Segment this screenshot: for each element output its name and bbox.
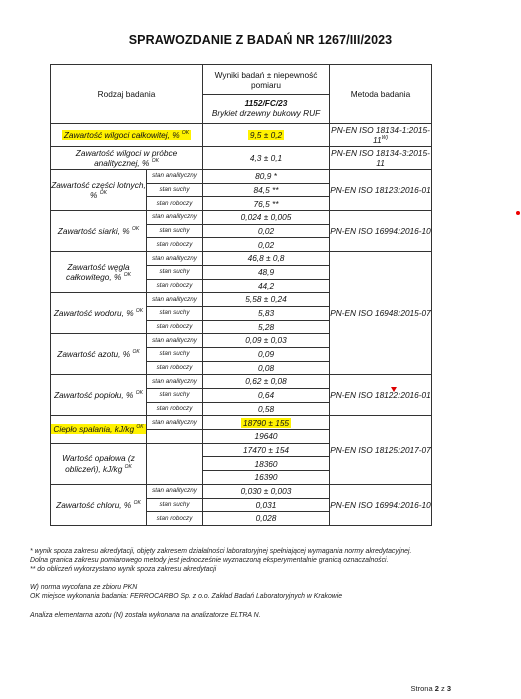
table-row [51, 124, 432, 147]
sup-mark: OK [133, 499, 141, 506]
value-cell: 0,031 [203, 498, 330, 512]
test-name-cell [51, 124, 203, 147]
value-cell: 48,9 [203, 265, 330, 279]
condition-label: stan analityczny [147, 484, 203, 498]
condition-label: stan roboczy [147, 320, 203, 334]
table-row [51, 252, 432, 266]
sup-mark: OK [135, 308, 144, 315]
table-row [51, 484, 432, 498]
value-cell: 17470 ± 154 [203, 443, 330, 457]
method-cell: PN-EN ISO 18134-3:2015-11 [331, 147, 430, 168]
value-cell: 5,28 [203, 320, 330, 334]
sup-mark: OK [124, 464, 132, 471]
table-row [51, 211, 432, 225]
page-sep: z [440, 684, 445, 693]
condition-label: stan roboczy [147, 361, 203, 375]
page-number [411, 684, 451, 693]
header-results [203, 65, 330, 124]
test-name: Zawartość popiołu, % [54, 390, 134, 401]
method-cell: PN-EN ISO 18122:2016-01 [330, 375, 432, 416]
header-results-label: Wyniki badań ± niepewność pomiaru [214, 69, 318, 91]
condition-label: stan roboczy [147, 279, 203, 293]
condition-label: stan analityczny [147, 375, 203, 389]
sup-mark: OK [181, 130, 190, 137]
header-method: Metoda badania [330, 65, 432, 124]
condition-label: stan suchy [147, 347, 203, 361]
condition-label: stan suchy [147, 389, 203, 403]
test-name-cell [51, 170, 147, 211]
test-name: Zawartość wodoru, % [53, 308, 134, 319]
sup-mark: W) [381, 135, 389, 142]
test-name: Zawartość chloru, % [56, 499, 132, 510]
condition-label: stan suchy [147, 265, 203, 279]
value-cell: 0,58 [203, 402, 330, 416]
value-cell: 18360 [203, 457, 330, 471]
method-cell [330, 124, 432, 147]
value-cell: 0,030 ± 0,003 [203, 484, 330, 498]
footnotes [30, 547, 470, 620]
value-cell: 0,028 [203, 512, 330, 526]
footnote: Analiza elementarna azotu (N) została wykonana na analizatorze ELTRA N. [30, 611, 261, 619]
footnote: W) norma wycofana ze zbioru PKN [30, 584, 138, 592]
method-cell: PN-EN ISO 16994:2016-10 [330, 484, 432, 525]
test-name: Zawartość wilgoci całkowitej, % [63, 129, 180, 140]
test-name: Zawartość części lotnych, % [51, 179, 146, 201]
red-dot-mark [516, 211, 520, 215]
test-name: Zawartość azotu, % [57, 349, 131, 360]
current-page: 2 [434, 684, 439, 693]
condition-label: stan analityczny [147, 170, 203, 184]
value-cell [203, 416, 330, 430]
blank-cell [147, 443, 203, 484]
condition-label: stan roboczy [147, 512, 203, 526]
condition-label: stan suchy [147, 306, 203, 320]
value-cell: 0,08 [203, 361, 330, 375]
table-row [51, 170, 432, 184]
sup-mark: OK [136, 424, 144, 431]
value-cell: 5,83 [203, 306, 330, 320]
value-cell: 19640 [203, 430, 330, 444]
red-arrow-mark [391, 387, 397, 392]
test-name-cell [51, 252, 147, 293]
method-cell: PN-EN ISO 18125:2017-07 [330, 416, 432, 484]
value-cell: 16390 [203, 471, 330, 485]
sup-mark: OK [132, 349, 140, 356]
test-name-cell [51, 334, 147, 375]
condition-label: stan analityczny [147, 293, 203, 307]
condition-label: stan roboczy [147, 238, 203, 252]
sup-mark: OK [135, 390, 143, 397]
condition-label: stan analityczny [147, 252, 203, 266]
footnote: OK miejsce wykonania badania: FERROCARBO Sp. z o.o. Zakład Badań Laboratoryjnych w Krakowie [30, 593, 343, 601]
condition-label: stan analityczny [147, 334, 203, 348]
sup-mark: OK [151, 158, 159, 165]
table-row [51, 416, 432, 430]
test-name-cell [51, 375, 147, 416]
value-cell: 0,09 ± 0,03 [203, 334, 330, 348]
table-header-row [51, 65, 432, 124]
value: 9,5 ± 0,2 [249, 129, 283, 140]
test-name-cell [51, 484, 147, 525]
blank-cell [147, 430, 203, 444]
value-cell: 4,3 ± 0,1 [203, 147, 330, 170]
method-cell: PN-EN ISO 16948:2015-07 [330, 252, 432, 375]
value-cell: 0,09 [203, 347, 330, 361]
test-name: Ciepło spalania, kJ/kg [53, 424, 135, 435]
test-name-cell [51, 293, 147, 334]
value-cell: 0,024 ± 0,005 [203, 211, 330, 225]
condition-label: stan analityczny [147, 211, 203, 225]
value-cell: 84,5 ** [203, 183, 330, 197]
value-cell: 0,02 [203, 238, 330, 252]
test-name: Wartość opałowa (z obliczeń), kJ/kg [62, 453, 135, 474]
value-cell: 80,9 * [203, 170, 330, 184]
method-cell: PN-EN ISO 18123:2016-01 [330, 170, 432, 211]
header-test-type: Rodzaj badania [51, 65, 203, 124]
value-cell: 44,2 [203, 279, 330, 293]
condition-label: stan suchy [147, 224, 203, 238]
header-sample-id: 1152/FC/23 [203, 94, 329, 108]
table-row [51, 147, 432, 170]
condition-label: stan roboczy [147, 402, 203, 416]
value-cell: 76,5 ** [203, 197, 330, 211]
method-text: PN-EN ISO 18134-1:2015-11 [331, 124, 430, 145]
condition-label: stan roboczy [147, 197, 203, 211]
sup-mark: OK [99, 190, 107, 197]
condition-label: stan suchy [147, 183, 203, 197]
test-name-cell [51, 147, 203, 170]
sup-mark: OK [123, 272, 131, 279]
value-cell: 0,62 ± 0,08 [203, 375, 330, 389]
test-name-cell [51, 211, 147, 252]
value-cell: 0,64 [203, 389, 330, 403]
method-cell: PN-EN ISO 16994:2016-10 [330, 211, 432, 252]
footnote: Dolna granica zakresu pomiarowego metody jest jednocześnie wyznaczoną eksperymentalnie granicą oznaczalności. [30, 557, 389, 565]
condition-label: stan suchy [147, 498, 203, 512]
sup-mark: OK [132, 226, 140, 233]
page-label: Strona [410, 684, 433, 693]
report-title: SPRAWOZDANIE Z BADAŃ NR 1267/III/2023 [128, 33, 393, 47]
value-cell [203, 124, 330, 147]
condition-label: stan analityczny [147, 416, 203, 430]
total-pages: 3 [446, 684, 451, 693]
value-cell: 5,58 ± 0,24 [203, 293, 330, 307]
table-row [51, 375, 432, 389]
test-name: Zawartość siarki, % [57, 225, 130, 236]
test-name-cell [51, 443, 147, 484]
footnote: * wynik spoza zakresu akredytacji, objęty zakresem działalności laboratoryjnej spełniającej wymagania normy akredytacyjnej. [30, 548, 412, 555]
test-name: Zawartość węgla całkowitego, % [66, 261, 130, 283]
footnote: ** do obliczeń wykorzystano wynik spoza zakresu akredytacji [30, 566, 217, 574]
value-cell: 0,02 [203, 224, 330, 238]
test-name: Zawartość wilgoci w próbce analitycznej, % [75, 147, 178, 168]
value-cell: 46,8 ± 0,8 [203, 252, 330, 266]
value: 18790 ± 155 [242, 417, 290, 428]
test-name-cell [51, 416, 147, 443]
results-table [50, 64, 432, 526]
header-sample-desc: Brykiet drzewny bukowy RUF [211, 107, 321, 118]
